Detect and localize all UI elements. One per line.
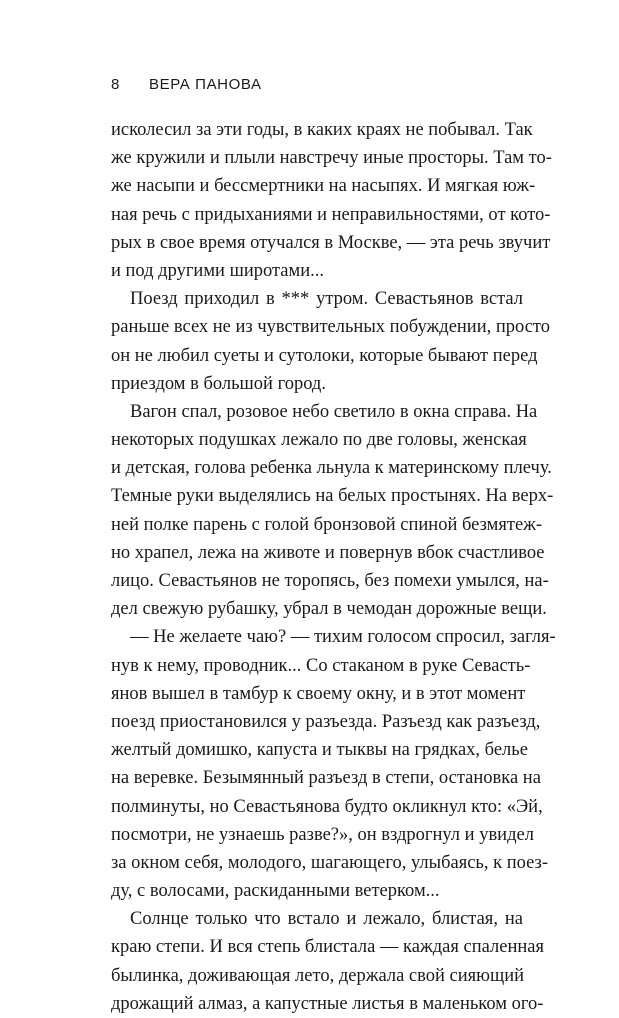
text-line: и детская, голова ребенка льнула к материнскому плечу.: [111, 458, 552, 479]
text-line: Вагон спал, розовое небо светило в окна справа. На: [130, 401, 538, 422]
text-line: янов вышел в тамбур к своему окну, и в этот момент: [111, 683, 526, 704]
running-head: [111, 76, 531, 98]
paragraph-4: [111, 623, 556, 905]
paragraph-2: [111, 285, 551, 398]
page-number: 8: [111, 76, 120, 93]
text-line: дрожащий алмаз, а капустные листья в маленьком ого-: [111, 993, 544, 1014]
text-line: же насыпи и бессмертники на насыпях. И мягкая юж-: [111, 176, 536, 197]
text-line: желтый домишко, капуста и тыквы на грядках, белье: [111, 740, 528, 761]
body-text: [111, 116, 556, 1018]
text-line: приездом в большой город.: [111, 373, 326, 394]
text-line: дел свежую рубашку, убрал в чемодан дорожные вещи.: [111, 599, 547, 620]
text-line: и под другими широтами...: [111, 260, 324, 281]
text-line: но храпел, лежа на животе и повернув вбок счастливое: [111, 542, 545, 563]
text-line: былинка, доживающая лето, держала свой сияющий: [111, 965, 525, 986]
text-line: некоторых подушках лежало по две головы, женская: [111, 430, 527, 451]
text-line: исколесил за эти годы, в каких краях не побывал. Так: [111, 120, 533, 140]
paragraph-5: [111, 905, 544, 1018]
text-line: полминуты, но Севастьянова будто окликнул кто: «Эй,: [111, 796, 543, 817]
text-line: нув к нему, проводник... Со стаканом в руке Севасть-: [111, 655, 531, 676]
text-line: ду, с волосами, раскиданными ветерком...: [111, 881, 440, 902]
text-line: — Не желаете чаю? — тихим голосом спросил, загля-: [130, 627, 556, 648]
text-line: краю степи. И вся степь блистала — каждая спаленная: [111, 937, 544, 958]
text-line: лицо. Севастьянов не торопясь, без помехи умылся, на-: [111, 571, 549, 591]
text-line: он не любил суеты и сутолоки, которые бывают перед: [111, 345, 538, 366]
text-line: за окном себя, молодого, шагающего, улыбаясь, к поез-: [111, 852, 549, 873]
text-line: посмотри, не узнаешь разве?», он вздрогнул и увидел: [111, 824, 534, 845]
text-line: ней полке парень с голой бронзовой спиной безмятеж-: [111, 514, 543, 535]
text-line: Темные руки выделялись на белых простынях. На верх-: [111, 486, 554, 507]
text-line: ная речь с придыханиями и неправильностями, от кото-: [111, 204, 551, 225]
author-name: ВЕРА ПАНОВА: [149, 76, 262, 93]
paragraph-1: [111, 116, 552, 285]
text-line: же кружили и плыли навстречу иные просторы. Там то-: [111, 148, 552, 169]
text-line: Солнце только что встало и лежало, блистая, на: [130, 909, 523, 930]
text-line: Поезд приходил в *** утром. Севастьянов встал: [130, 289, 523, 310]
paragraph-3: [111, 398, 554, 624]
text-line: раньше всех не из чувствительных побуждении, просто: [111, 317, 551, 338]
text-line: поезд приостановился у разъезда. Разъезд как разъезд,: [111, 711, 541, 732]
text-line: на веревке. Безымянный разъезд в степи, остановка на: [111, 768, 541, 789]
text-line: рых в свое время отучался в Москве, — эта речь звучит: [111, 232, 551, 253]
